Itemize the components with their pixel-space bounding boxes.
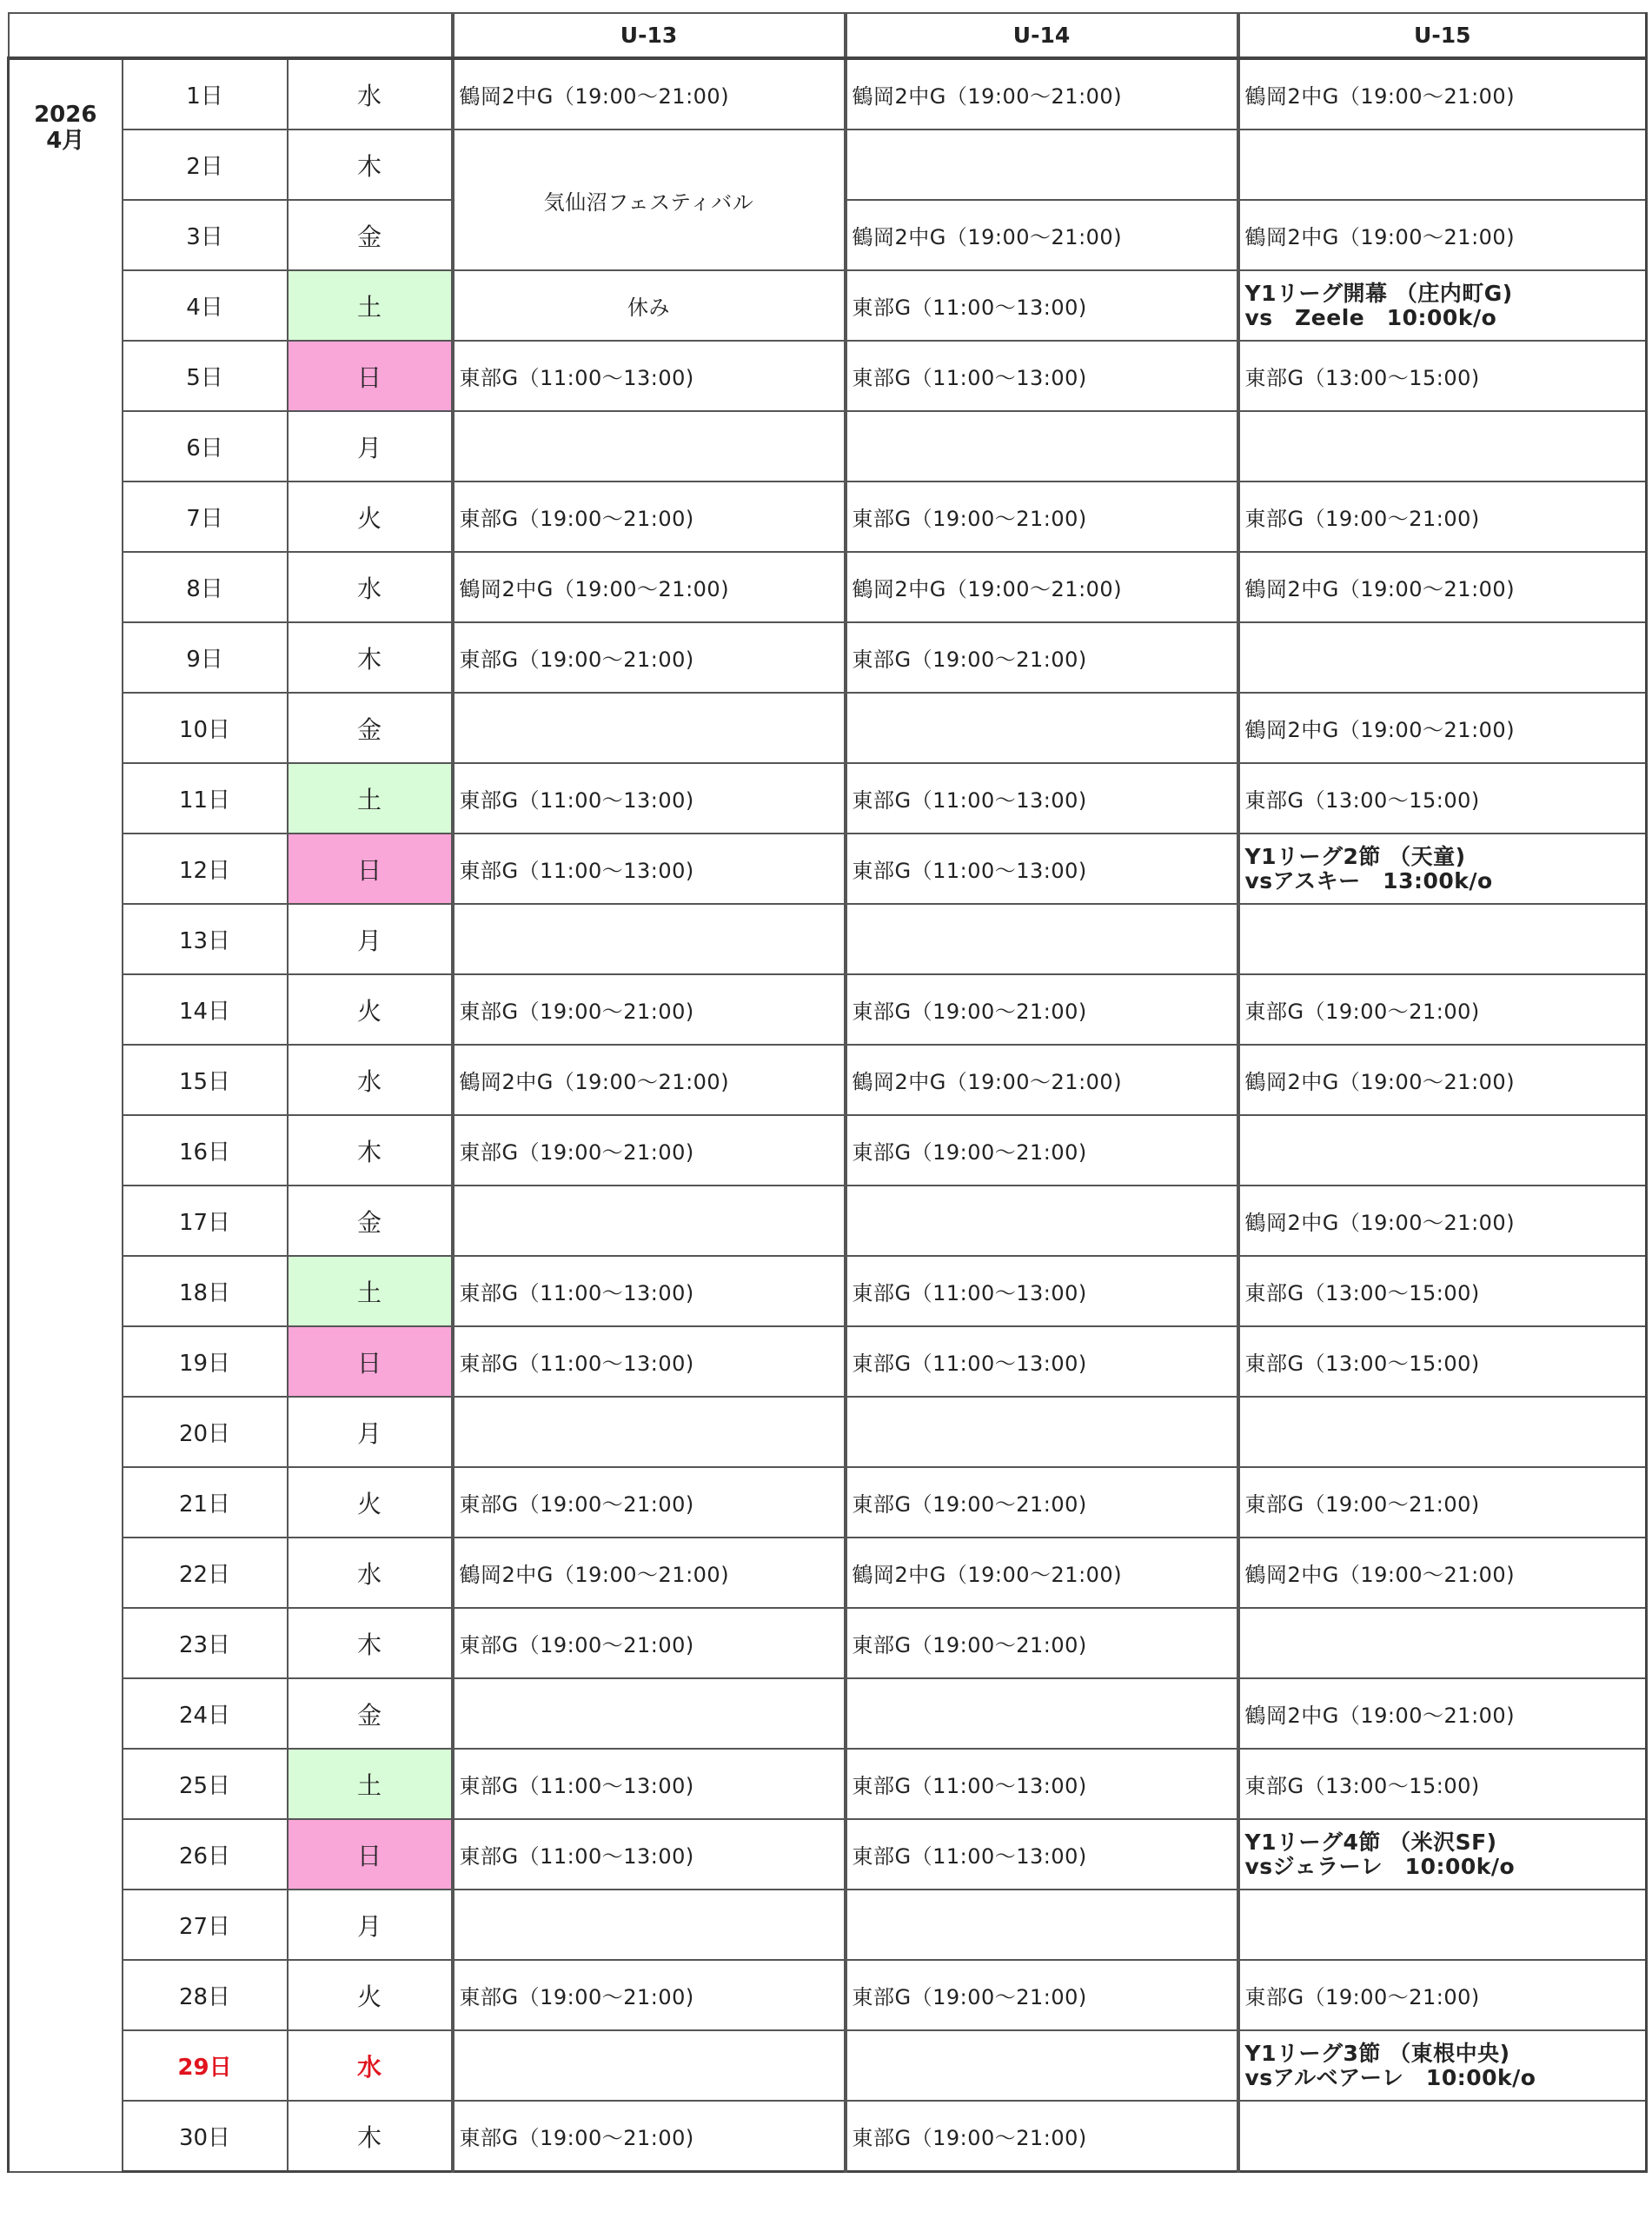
schedule-row — [9, 2101, 1647, 2172]
date-cell: 30日 — [123, 2101, 288, 2172]
u14-cell: 鶴岡2中G（19:00～21:00) — [846, 1538, 1238, 1608]
schedule-row — [9, 1045, 1647, 1115]
u14-cell: 鶴岡2中G（19:00～21:00) — [846, 1045, 1238, 1115]
schedule-row — [9, 1115, 1647, 1186]
weekday-cell: 土 — [288, 1256, 453, 1326]
schedule-row — [9, 270, 1647, 341]
weekday-cell: 土 — [288, 1749, 453, 1819]
schedule-row — [9, 1749, 1647, 1819]
schedule-row — [9, 904, 1647, 974]
weekday-cell: 日 — [288, 341, 453, 411]
u14-cell: 東部G（19:00～21:00) — [846, 1467, 1238, 1538]
u15-cell: 鶴岡2中G（19:00～21:00) — [1238, 1186, 1647, 1256]
schedule-row — [9, 693, 1647, 763]
u15-cell: 東部G（19:00～21:00) — [1238, 1467, 1647, 1538]
date-cell: 3日 — [123, 200, 288, 270]
u14-cell — [846, 130, 1238, 200]
u13-cell: 東部G（11:00～13:00) — [453, 1749, 846, 1819]
u15-cell: 東部G（13:00～15:00) — [1238, 763, 1647, 834]
weekday-cell: 水 — [288, 58, 453, 130]
match-line-opponent: vsアルベアーレ 10:00k/o — [1244, 2064, 1536, 2090]
date-cell: 29日 — [123, 2030, 288, 2101]
year-label: 2026 — [34, 102, 97, 128]
schedule-row — [9, 1678, 1647, 1749]
schedule-row — [9, 1467, 1647, 1538]
date-cell: 28日 — [123, 1960, 288, 2030]
date-cell: 15日 — [123, 1045, 288, 1115]
u14-cell: 東部G（11:00～13:00) — [846, 834, 1238, 904]
u15-cell — [1238, 2030, 1647, 2101]
u15-cell: 東部G（13:00～15:00) — [1238, 341, 1647, 411]
schedule-row — [9, 622, 1647, 693]
u15-cell: 東部G（19:00～21:00) — [1238, 1960, 1647, 2030]
u13-cell: 東部G（19:00～21:00) — [453, 974, 846, 1045]
schedule-row — [9, 482, 1647, 552]
schedule-row — [9, 130, 1647, 200]
u14-cell: 東部G（19:00～21:00) — [846, 622, 1238, 693]
weekday-cell: 金 — [288, 1678, 453, 1749]
weekday-cell: 月 — [288, 1890, 453, 1960]
date-cell: 2日 — [123, 130, 288, 200]
u15-cell: 東部G（19:00～21:00) — [1238, 482, 1647, 552]
schedule-row — [9, 411, 1647, 482]
weekday-cell: 月 — [288, 411, 453, 482]
weekday-cell: 月 — [288, 904, 453, 974]
u14-cell: 東部G（11:00～13:00) — [846, 1326, 1238, 1397]
u15-cell: 東部G（13:00～15:00) — [1238, 1326, 1647, 1397]
date-cell: 14日 — [123, 974, 288, 1045]
u14-cell — [846, 1186, 1238, 1256]
schedule-row — [9, 1538, 1647, 1608]
match-line-venue: Y1リーグ2節 （天童) — [1244, 843, 1466, 869]
u13-cell: 東部G（19:00～21:00) — [453, 2101, 846, 2172]
schedule-row — [9, 1186, 1647, 1256]
schedule-row — [9, 1890, 1647, 1960]
u15-cell — [1238, 1397, 1647, 1467]
u15-cell — [1238, 904, 1647, 974]
weekday-cell: 木 — [288, 1608, 453, 1678]
u15-cell — [1238, 622, 1647, 693]
date-cell: 24日 — [123, 1678, 288, 1749]
date-cell: 11日 — [123, 763, 288, 834]
u13-cell: 鶴岡2中G（19:00～21:00) — [453, 58, 846, 130]
month-label: 4月 — [46, 128, 85, 154]
date-cell: 10日 — [123, 693, 288, 763]
schedule-row — [9, 58, 1647, 130]
u13-cell: 東部G（11:00～13:00) — [453, 341, 846, 411]
weekday-cell: 日 — [288, 1819, 453, 1890]
date-cell: 21日 — [123, 1467, 288, 1538]
u14-cell: 東部G（19:00～21:00) — [846, 974, 1238, 1045]
u13-cell: 鶴岡2中G（19:00～21:00) — [453, 1045, 846, 1115]
year-month-cell — [9, 58, 123, 2172]
u15-cell: 東部G（13:00～15:00) — [1238, 1256, 1647, 1326]
u15-cell: 鶴岡2中G（19:00～21:00) — [1238, 1538, 1647, 1608]
date-cell: 7日 — [123, 482, 288, 552]
header-u13: U-13 — [453, 13, 846, 58]
date-cell: 9日 — [123, 622, 288, 693]
u13-festival-cell: 気仙沼フェスティバル — [453, 130, 846, 270]
u13-cell: 東部G（19:00～21:00) — [453, 622, 846, 693]
schedule-row — [9, 1326, 1647, 1397]
weekday-cell: 木 — [288, 1115, 453, 1186]
date-cell: 26日 — [123, 1819, 288, 1890]
schedule-row — [9, 974, 1647, 1045]
weekday-cell: 日 — [288, 834, 453, 904]
schedule-row — [9, 552, 1647, 622]
u15-cell: 鶴岡2中G（19:00～21:00) — [1238, 1678, 1647, 1749]
date-cell: 23日 — [123, 1608, 288, 1678]
date-cell: 12日 — [123, 834, 288, 904]
schedule-row — [9, 1256, 1647, 1326]
u13-cell — [453, 1890, 846, 1960]
u14-cell — [846, 904, 1238, 974]
u14-cell: 東部G（11:00～13:00) — [846, 270, 1238, 341]
u14-cell: 東部G（11:00～13:00) — [846, 341, 1238, 411]
u14-cell — [846, 693, 1238, 763]
u15-cell — [1238, 411, 1647, 482]
u13-cell: 東部G（19:00～21:00) — [453, 1115, 846, 1186]
weekday-cell: 火 — [288, 974, 453, 1045]
u15-cell: 鶴岡2中G（19:00～21:00) — [1238, 1045, 1647, 1115]
date-cell: 16日 — [123, 1115, 288, 1186]
u15-cell — [1238, 1890, 1647, 1960]
u15-cell: 鶴岡2中G（19:00～21:00) — [1238, 200, 1647, 270]
u13-cell: 東部G（19:00～21:00) — [453, 482, 846, 552]
schedule-row — [9, 1397, 1647, 1467]
u15-cell: 東部G（13:00～15:00) — [1238, 1749, 1647, 1819]
u13-cell: 東部G（11:00～13:00) — [453, 834, 846, 904]
u15-cell — [1238, 834, 1647, 904]
weekday-cell: 水 — [288, 2030, 453, 2101]
weekday-cell: 日 — [288, 1326, 453, 1397]
date-cell: 13日 — [123, 904, 288, 974]
weekday-cell: 金 — [288, 693, 453, 763]
weekday-cell: 金 — [288, 200, 453, 270]
u13-cell — [453, 411, 846, 482]
date-cell: 20日 — [123, 1397, 288, 1467]
u14-cell: 鶴岡2中G（19:00～21:00) — [846, 552, 1238, 622]
weekday-cell: 金 — [288, 1186, 453, 1256]
date-cell: 22日 — [123, 1538, 288, 1608]
u14-cell: 東部G（19:00～21:00) — [846, 1115, 1238, 1186]
u15-cell: 東部G（19:00～21:00) — [1238, 974, 1647, 1045]
u14-cell: 東部G（11:00～13:00) — [846, 763, 1238, 834]
u13-cell — [453, 1678, 846, 1749]
match-line-venue: Y1リーグ3節 （東根中央) — [1244, 2040, 1510, 2066]
match-line-venue: Y1リーグ開幕 （庄内町G) — [1244, 280, 1513, 306]
date-cell: 25日 — [123, 1749, 288, 1819]
u13-cell: 東部G（11:00～13:00) — [453, 1326, 846, 1397]
match-line-opponent: vs Zeele 10:00k/o — [1244, 304, 1497, 330]
u15-cell — [1238, 1819, 1647, 1890]
date-cell: 6日 — [123, 411, 288, 482]
match-line-venue: Y1リーグ4節 （米沢SF) — [1244, 1829, 1497, 1855]
u13-cell: 東部G（11:00～13:00) — [453, 1256, 846, 1326]
u13-cell — [453, 693, 846, 763]
match-line-opponent: vsアスキー 13:00k/o — [1244, 867, 1493, 893]
date-cell: 4日 — [123, 270, 288, 341]
u14-cell: 鶴岡2中G（19:00～21:00) — [846, 200, 1238, 270]
date-cell: 8日 — [123, 552, 288, 622]
u13-cell: 東部G（19:00～21:00) — [453, 1608, 846, 1678]
u15-cell: 鶴岡2中G（19:00～21:00) — [1238, 693, 1647, 763]
u13-cell: 東部G（19:00～21:00) — [453, 1467, 846, 1538]
u14-cell — [846, 411, 1238, 482]
u13-cell: 鶴岡2中G（19:00～21:00) — [453, 1538, 846, 1608]
u14-cell: 東部G（11:00～13:00) — [846, 1256, 1238, 1326]
match-line-opponent: vsジェラーレ 10:00k/o — [1244, 1853, 1516, 1879]
weekday-cell: 水 — [288, 1045, 453, 1115]
header-blank-cell — [9, 13, 453, 58]
schedule-row — [9, 763, 1647, 834]
schedule-table — [7, 12, 1648, 2173]
date-cell: 18日 — [123, 1256, 288, 1326]
u13-cell: 東部G（19:00～21:00) — [453, 1960, 846, 2030]
u14-cell: 東部G（11:00～13:00) — [846, 1749, 1238, 1819]
u13-cell — [453, 1397, 846, 1467]
schedule-row — [9, 1960, 1647, 2030]
schedule-row — [9, 834, 1647, 904]
u14-cell — [846, 1397, 1238, 1467]
u14-cell: 東部G（19:00～21:00) — [846, 2101, 1238, 2172]
weekday-cell: 木 — [288, 622, 453, 693]
u14-cell: 東部G（19:00～21:00) — [846, 482, 1238, 552]
schedule-row — [9, 1819, 1647, 1890]
u14-cell — [846, 1890, 1238, 1960]
u14-cell: 東部G（11:00～13:00) — [846, 1819, 1238, 1890]
weekday-cell: 木 — [288, 2101, 453, 2172]
weekday-cell: 火 — [288, 1960, 453, 2030]
u13-cell: 休み — [453, 270, 846, 341]
u15-cell — [1238, 1115, 1647, 1186]
u15-cell — [1238, 2101, 1647, 2172]
u15-cell: 鶴岡2中G（19:00～21:00) — [1238, 552, 1647, 622]
schedule-row — [9, 341, 1647, 411]
weekday-cell: 火 — [288, 482, 453, 552]
u15-cell — [1238, 130, 1647, 200]
weekday-cell: 月 — [288, 1397, 453, 1467]
header-u15: U-15 — [1238, 13, 1647, 58]
u15-cell — [1238, 270, 1647, 341]
schedule-row — [9, 1608, 1647, 1678]
date-cell: 5日 — [123, 341, 288, 411]
u13-cell — [453, 2030, 846, 2101]
u13-cell: 東部G（11:00～13:00) — [453, 763, 846, 834]
schedule-sheet — [7, 12, 1645, 2215]
date-cell: 19日 — [123, 1326, 288, 1397]
u13-cell: 鶴岡2中G（19:00～21:00) — [453, 552, 846, 622]
u13-cell: 東部G（11:00～13:00) — [453, 1819, 846, 1890]
date-cell: 17日 — [123, 1186, 288, 1256]
header-row — [9, 13, 1647, 58]
u15-cell — [1238, 1608, 1647, 1678]
schedule-row — [9, 2030, 1647, 2101]
weekday-cell: 水 — [288, 1538, 453, 1608]
weekday-cell: 木 — [288, 130, 453, 200]
u14-cell: 東部G（19:00～21:00) — [846, 1960, 1238, 2030]
weekday-cell: 火 — [288, 1467, 453, 1538]
u14-cell — [846, 1678, 1238, 1749]
u13-cell — [453, 1186, 846, 1256]
u14-cell: 鶴岡2中G（19:00～21:00) — [846, 58, 1238, 130]
weekday-cell: 土 — [288, 270, 453, 341]
weekday-cell: 土 — [288, 763, 453, 834]
u15-cell: 鶴岡2中G（19:00～21:00) — [1238, 58, 1647, 130]
date-cell: 27日 — [123, 1890, 288, 1960]
header-u14: U-14 — [846, 13, 1238, 58]
u14-cell: 東部G（19:00～21:00) — [846, 1608, 1238, 1678]
u13-cell — [453, 904, 846, 974]
date-cell: 1日 — [123, 58, 288, 130]
u14-cell — [846, 2030, 1238, 2101]
weekday-cell: 水 — [288, 552, 453, 622]
